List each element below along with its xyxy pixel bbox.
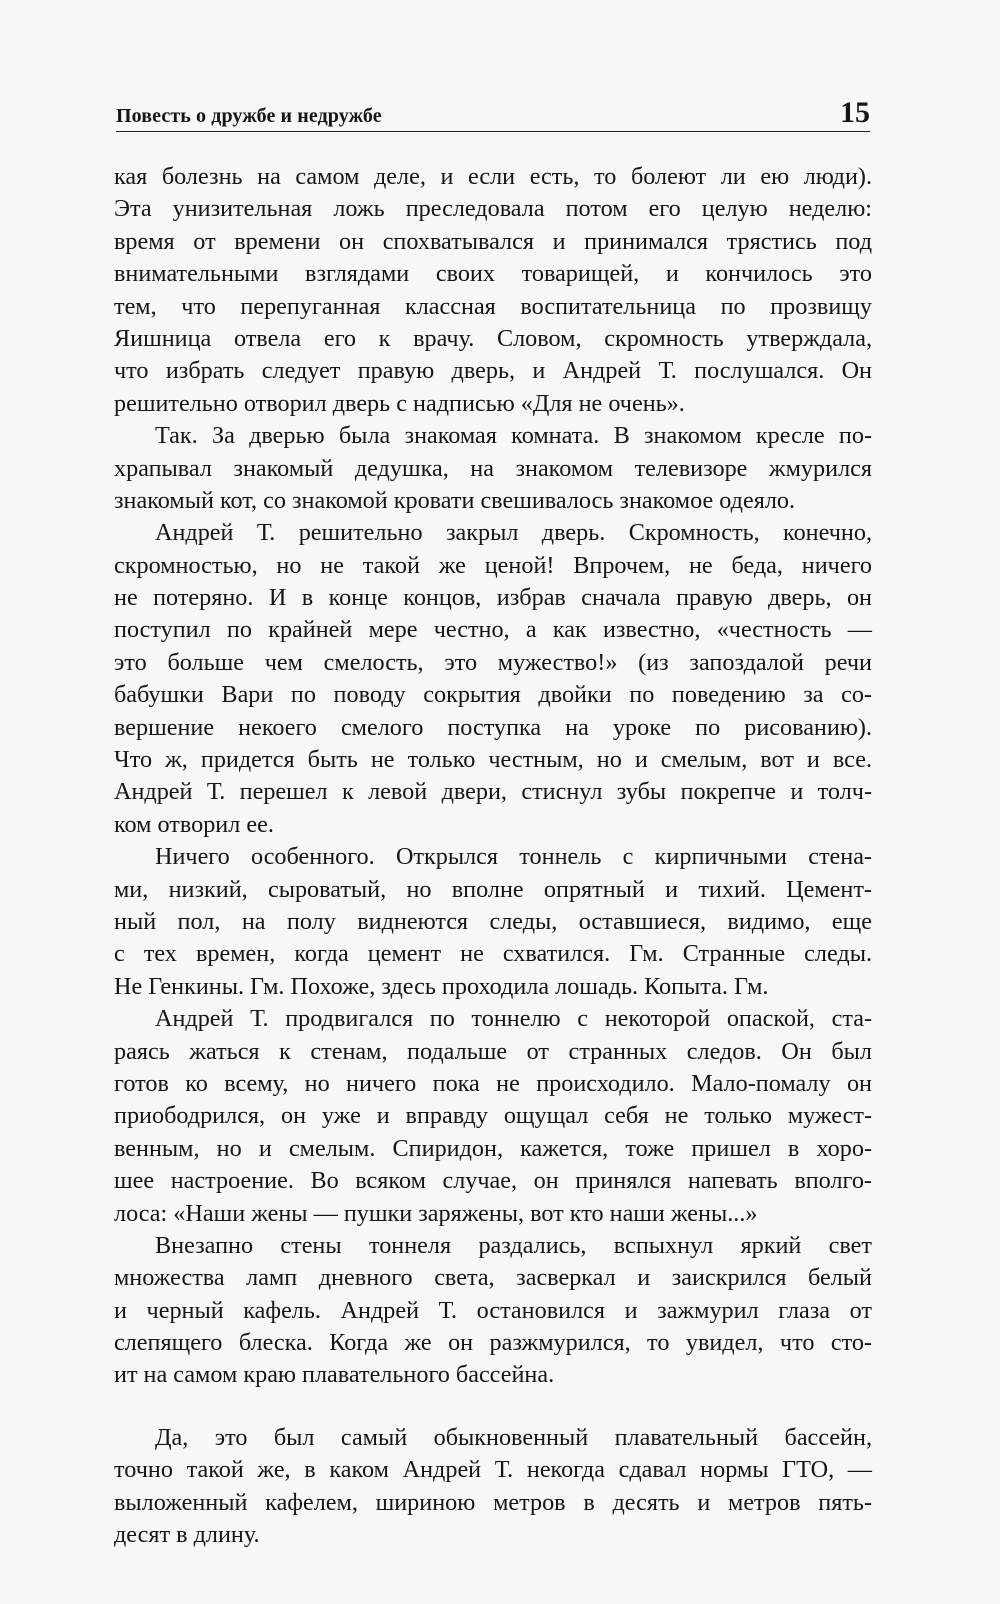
text-line: тем, что перепуганная классная воспитательница по прозвищу bbox=[114, 292, 872, 320]
text-line: кая болезнь на самом деле, и если есть, то болеют ли ею люди). bbox=[114, 163, 872, 190]
text-line: Андрей Т. решительно закрыл дверь. Скромность, конечно, bbox=[155, 519, 872, 547]
text-line: поступил по крайней мере честно, а как известно, «честность — bbox=[114, 616, 872, 644]
text-line: храпывал знакомый дедушка, на знакомом телевизоре жмурился bbox=[114, 454, 872, 482]
text-line: ком отворил ее. bbox=[114, 810, 274, 838]
section-gap bbox=[114, 1392, 872, 1422]
text-line: знакомый кот, со знакомой кровати свешивалось знакомое одеяло. bbox=[114, 486, 796, 514]
text-line: точно такой же, в каком Андрей Т. некогда сдавал нормы ГТО, — bbox=[114, 1456, 872, 1484]
running-header bbox=[116, 96, 870, 132]
running-title: Повесть о дружбе и недружбе bbox=[116, 105, 382, 127]
text-line: раясь жаться к стенам, подальше от странных следов. Он был bbox=[114, 1037, 872, 1065]
text-line: Ничего особенного. Открылся тоннель с кирпичными стена- bbox=[155, 843, 872, 871]
text-line: приободрился, он уже и вправду ощущал себя не только мужест- bbox=[114, 1102, 872, 1130]
text-line: лоса: «Наши жены — пушки заряжены, вот кто наши жены...» bbox=[114, 1199, 758, 1227]
text-line: Эта унизительная ложь преследовала потом его целую неделю: bbox=[114, 195, 872, 223]
text-line: бабушки Вари по поводу сокрытия двойки по поведению за со- bbox=[114, 681, 872, 709]
text-line: Не Генкины. Гм. Похоже, здесь проходила лошадь. Копыта. Гм. bbox=[114, 972, 769, 1000]
text-line: шее настроение. Во всяком случае, он принялся напевать вполго- bbox=[114, 1167, 872, 1195]
text-line: с тех времен, когда цемент не схватился. Гм. Странные следы. bbox=[114, 940, 872, 968]
body-text bbox=[114, 161, 872, 1551]
text-line: ит на самом краю плавательного бассейна. bbox=[114, 1361, 555, 1389]
text-line: что избрать следует правую дверь, и Андрей Т. послушался. Он bbox=[114, 357, 872, 385]
text-line: Андрей Т. перешел к левой двери, стиснул зубы покрепче и толч- bbox=[114, 778, 872, 806]
text-line: готов ко всему, но ничего пока не происходило. Мало-помалу он bbox=[114, 1069, 872, 1097]
text-line: множества ламп дневного света, засверкал и заискрился белый bbox=[114, 1264, 872, 1292]
text-line: ми, низкий, сыроватый, но вполне опрятный и тихий. Цемент- bbox=[114, 875, 872, 903]
text-line: Да, это был самый обыкновенный плавательный бассейн, bbox=[155, 1423, 872, 1451]
text-line: Внезапно стены тоннеля раздались, вспыхнул яркий свет bbox=[155, 1231, 872, 1259]
text-line: десят в длину. bbox=[114, 1521, 260, 1549]
text-line: Яишница отвела его к врачу. Словом, скромность утверждала, bbox=[114, 324, 872, 352]
text-line: слепящего блеска. Когда же он разжмурился, то увидел, что сто- bbox=[114, 1329, 872, 1357]
text-line: вершение некоего смелого поступка на уроке по рисованию). bbox=[114, 713, 872, 741]
text-line: Андрей Т. продвигался по тоннелю с некоторой опаской, ста- bbox=[155, 1005, 872, 1033]
text-line: решительно отворил дверь с надписью «Для не очень». bbox=[114, 389, 685, 417]
text-line: венным, но и смелым. Спиридон, кажется, тоже пришел в хоро- bbox=[114, 1134, 872, 1162]
text-line: не потеряно. И в конце концов, избрав сначала правую дверь, он bbox=[114, 584, 872, 612]
text-line: скромностью, но не такой же ценой! Впрочем, не беда, ничего bbox=[114, 551, 872, 579]
text-line: внимательными взглядами своих товарищей, и кончилось это bbox=[114, 260, 872, 288]
text-line: время от времени он спохватывался и принимался трястись под bbox=[114, 227, 872, 255]
text-line: Что ж, придется быть не только честным, но и смелым, вот и все. bbox=[114, 746, 872, 774]
page-number: 15 bbox=[840, 96, 870, 129]
text-line: ный пол, на полу виднеются следы, оставшиеся, видимо, еще bbox=[114, 907, 872, 935]
text-line: Так. За дверью была знакомая комната. В знакомом кресле по- bbox=[155, 422, 872, 450]
text-line: выложенный кафелем, шириною метров в десять и метров пять- bbox=[114, 1488, 872, 1516]
header-rule bbox=[116, 131, 870, 133]
text-line: это больше чем смелость, это мужество!» (из запоздалой речи bbox=[114, 648, 872, 676]
text-line: и черный кафель. Андрей Т. остановился и зажмурил глаза от bbox=[114, 1296, 872, 1324]
